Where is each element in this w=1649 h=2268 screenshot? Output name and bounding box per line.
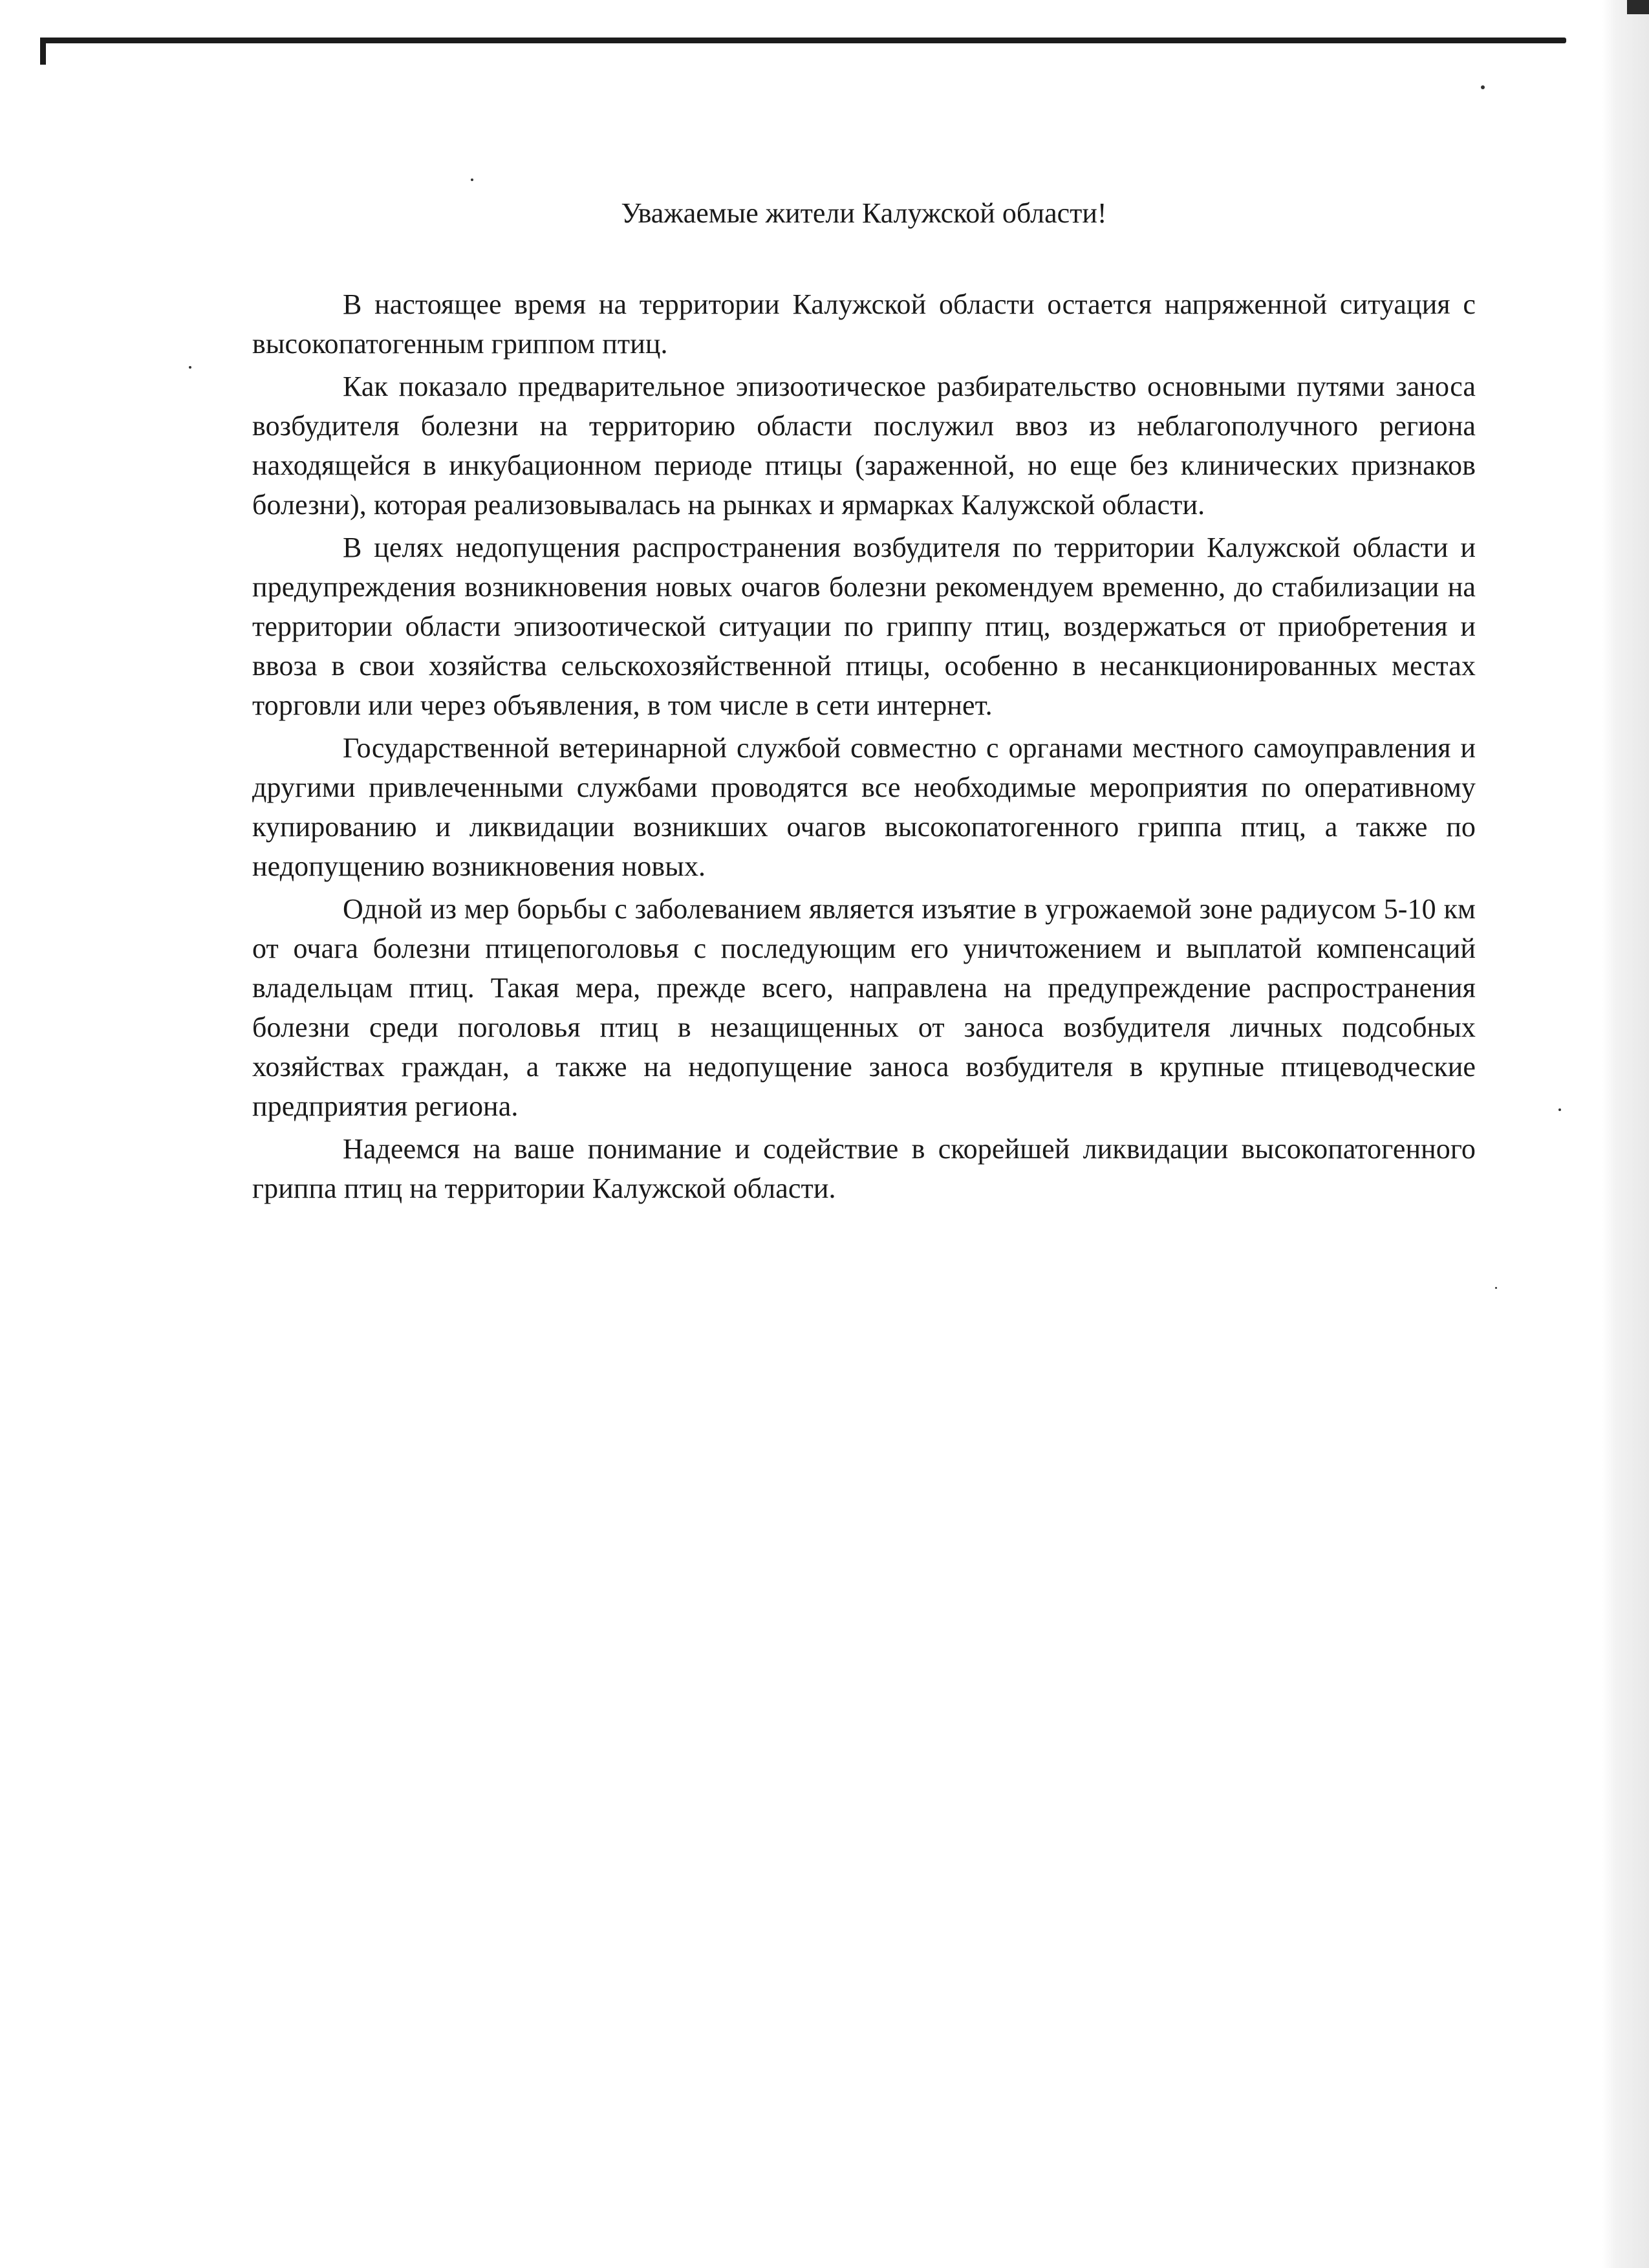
- letter-body: [252, 194, 1476, 1211]
- letter-paragraph: Как показало предварительное эпизоотическое разбирательство основными путями заноса возбудителя болезни на территорию области послужил ввоз из неблагополучного региона находящейся в инкубационном периоде птицы (зараженной, но еще без клинических признаков болезни), которая реализовывалась на рынках и ярмарках Калужской области.: [252, 371, 1476, 521]
- letter-paragraph: Государственной ветеринарной службой совместно с органами местного самоуправления и другими привлеченными службами проводятся все необходимые мероприятия по оперативному купированию и ликвидации возникших очагов высокопатогенного гриппа птиц, а также по недопущению возникновения новых.: [252, 732, 1476, 882]
- letter-paragraph: В настоящее время на территории Калужской области остается напряженной ситуация с высокопатогенным гриппом птиц.: [252, 288, 1476, 360]
- scan-speck: [471, 178, 473, 181]
- letter-paragraph: Одной из мер борьбы с заболеванием является изъятие в угрожаемой зоне радиусом 5-10 км от очага болезни птицепоголовья с последующим его уничтожением и выплатой компенсаций владельцам птиц. Такая мера, прежде всего, направлена на предупреждение распространения болезни среди поголовья птиц в незащищенных от заноса возбудителя личных подсобных хозяйствах граждан, а также на недопущение заноса возбудителя в крупные птицеводческие предприятия региона.: [252, 893, 1476, 1122]
- letter-paragraph: Надеемся на ваше понимание и содействие в скорейшей ликвидации высокопатогенного гриппа птиц на территории Калужской области.: [252, 1133, 1476, 1204]
- scan-speck: [1481, 85, 1485, 89]
- scan-speck: [189, 366, 191, 369]
- scan-edge-mark: [1627, 0, 1649, 14]
- letter-title: Уважаемые жители Калужской области!: [621, 197, 1107, 229]
- scan-speck: [1558, 1108, 1561, 1111]
- scan-border-corner: [40, 38, 46, 65]
- scan-border-line: [40, 38, 1566, 43]
- letter-paragraph: В целях недопущения распространения возбудителя по территории Калужской области и предупреждения возникновения новых очагов болезни рекомендуем временно, до стабилизации на территории области эпизоотической ситуации по гриппу птиц, воздержаться от приобретения и ввоза в свои хозяйства сельскохозяйственной птицы, особенно в несанкционированных местах торговли или через объявления, в том числе в сети интернет.: [252, 532, 1476, 721]
- scan-edge-shadow: [1602, 0, 1649, 2268]
- scan-speck: [1495, 1287, 1497, 1289]
